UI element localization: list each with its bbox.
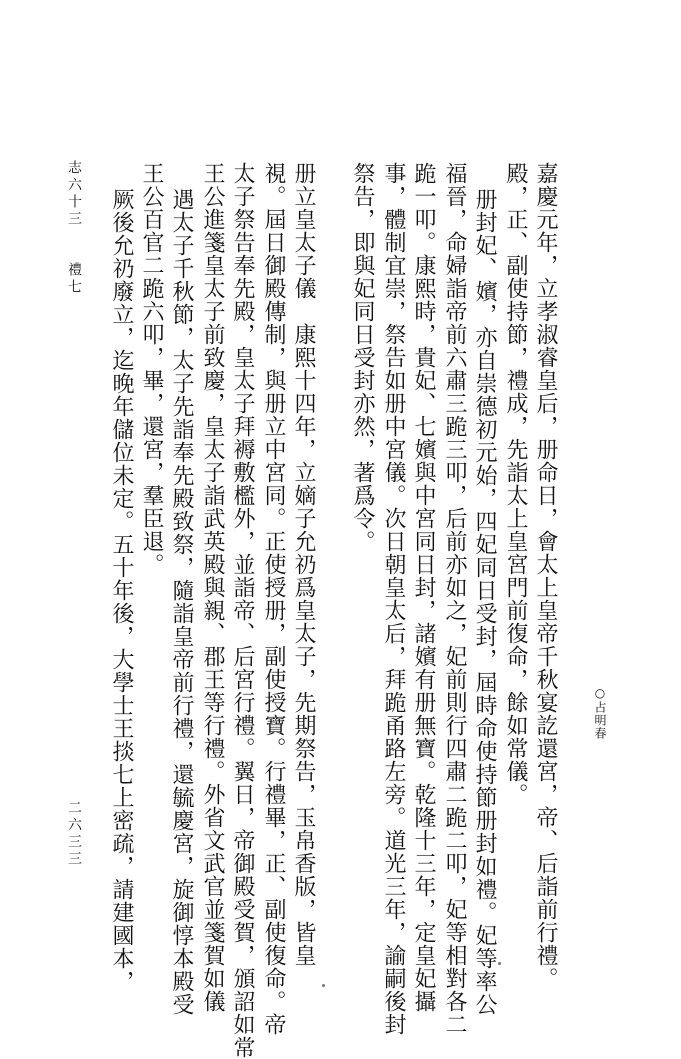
text-column: 跪一叩。康熙時，貴妃、七嬪與中宮同日封，諸嬪有册無寶。乾隆十三年，定皇妃攝 bbox=[411, 162, 436, 1013]
page-number: 二六三三 bbox=[66, 800, 82, 868]
text-column: 王公進箋皇太子前致慶，皇太子詣武英殿與親、郡王等行禮。外省文武官並箋賀如儀 bbox=[200, 162, 225, 1013]
text-column: 册立皇太子儀 康熙十四年，立嫡子允礽爲皇太子，先期祭告，玉帛香版，皆皇 bbox=[291, 162, 316, 967]
text-column: 王公百官二跪六叩，畢，還宮，羣臣退。 bbox=[139, 162, 164, 576]
speck bbox=[498, 962, 501, 965]
text-column: 太子祭告奉先殿，皇太子拜褥敷檻外，並詣帝、后宮行禮。翼日，帝御殿受賀，頒詔如常 bbox=[230, 162, 255, 1059]
text-column: 殿，正、副使持節，禮成，先詣太上皇宮門前復命，餘如常儀。 bbox=[503, 162, 528, 806]
text-column: 册封妃、嬪，亦自崇德初元始，四妃同日受封，屆時命使持節册封如禮。妃等率公 bbox=[472, 188, 497, 1016]
text-column: 事，體制宜崇，祭告如册中宮儀。次日朝皇太后，拜跪甬路左旁。道光三年，諭嗣後封 bbox=[381, 162, 406, 1036]
text-column: 福晉，命婦詣帝前六肅三跪三叩，后前亦如之，妃前則行四肅二跪二叩，妃等相對各二 bbox=[442, 162, 467, 1036]
text-column: 厥後允礽廢立，迄晚年儲位未定。五十年後，大學士王掞七上密疏，請建國本， bbox=[109, 188, 134, 993]
text-column: 嘉慶元年，立孝淑睿皇后，册命日，會太上皇帝千秋宴訖還宮，帝、后詣前行禮。 bbox=[533, 162, 558, 990]
text-column: 遇太子千秋節，太子先詣奉先殿致祭，隨詣皇帝前行禮，還毓慶宮，旋御惇本殿受 bbox=[169, 188, 194, 1016]
speck bbox=[322, 984, 325, 987]
running-head: 志六十三 禮七 bbox=[66, 160, 82, 296]
text-column: 祭告，即與妃同日受封亦然，著爲令。 bbox=[350, 162, 375, 553]
edge-stamp: ○占明春 bbox=[593, 686, 607, 740]
text-column: 視。屆日御殿傳制，與册立中宮同。正使授册，副使授寶。行禮畢，正、副使復命。帝 bbox=[261, 162, 286, 1036]
